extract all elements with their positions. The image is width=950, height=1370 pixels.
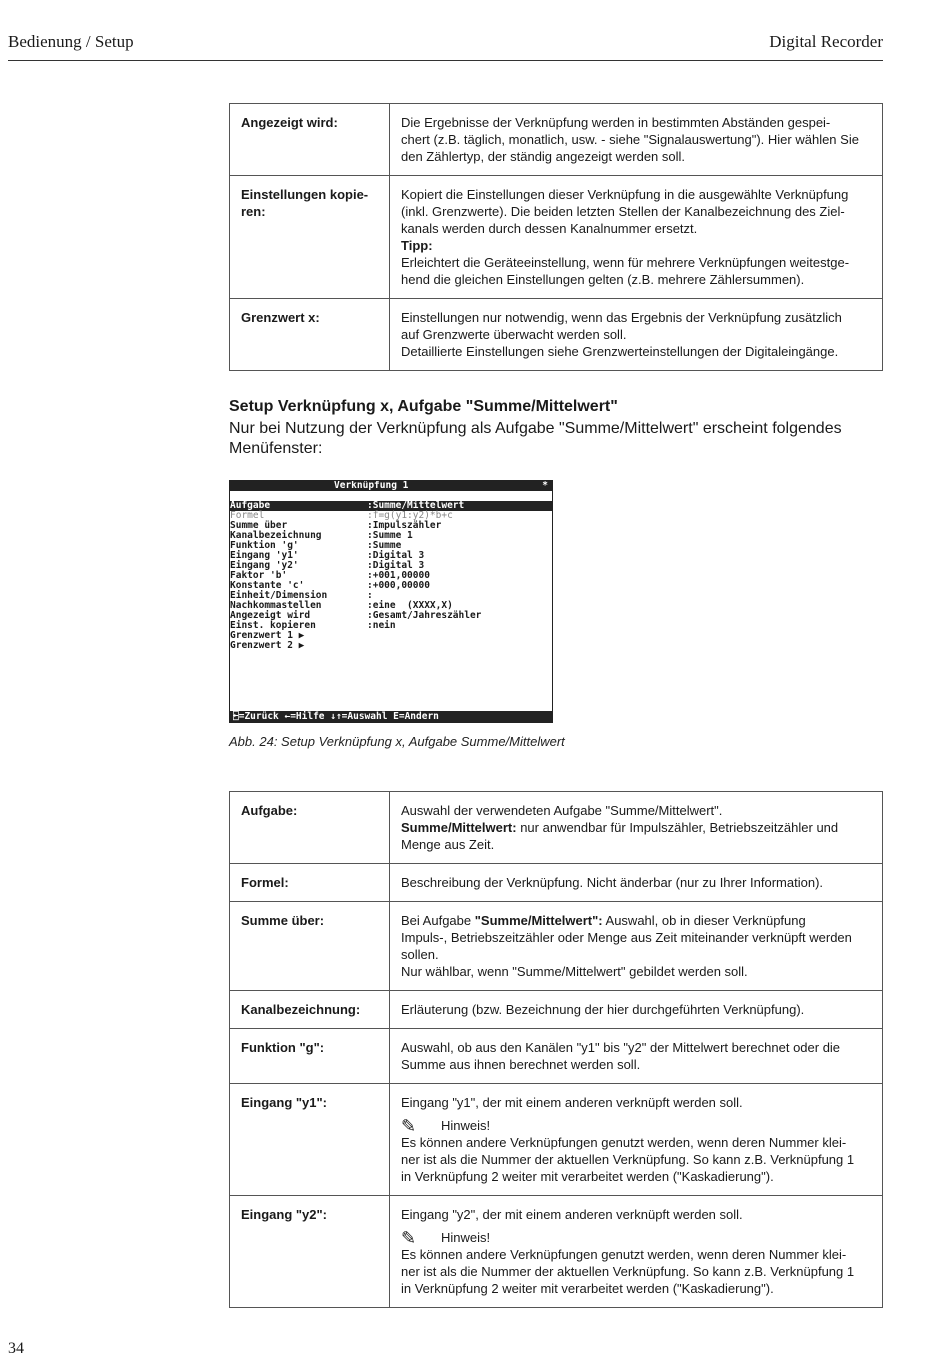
text-bold: "Summe/Mittelwert": <box>474 913 603 928</box>
text-line: Kopiert die Einstellungen dieser Verknüpfung in die ausgewählte Verknüpfung <box>401 187 849 202</box>
figure-caption: Abb. 24: Setup Verknüpfung x, Aufgabe Summe/Mittelwert <box>229 734 565 749</box>
text-line: den Zählertyp, der ständig angezeigt werden soll. <box>401 149 686 164</box>
text-line: Erleichtert die Geräteeinstellung, wenn für mehrere Verknüpfungen weitestge- <box>401 255 850 270</box>
text-line: Einstellungen nur notwendig, wenn das Ergebnis der Verknüpfung zusätzlich <box>401 310 842 325</box>
star-icon: * <box>542 480 548 491</box>
row-key: Kanalbezeichnung: <box>230 991 390 1029</box>
menu-item-value: :Summe 1 <box>367 530 413 541</box>
row-key: Eingang "y1": <box>230 1084 390 1196</box>
screen-footer: ⍇=Zurück ←=Hilfe ↓↑=Auswahl E=Ändern <box>230 711 553 722</box>
text-line: Eingang "y1", der mit einem anderen verknüpft werden soll. <box>401 1095 743 1110</box>
text-line: Die Ergebnisse der Verknüpfung werden in bestimmten Abständen gespei- <box>401 115 831 130</box>
settings-table-1 <box>229 103 883 371</box>
tip-label: Tipp: <box>401 238 433 253</box>
row-key: Funktion "g": <box>230 1029 390 1084</box>
text-line: Eingang "y2", der mit einem anderen verknüpft werden soll. <box>401 1207 743 1222</box>
screen-menu-item[interactable] <box>230 641 552 651</box>
table-row <box>230 1196 883 1308</box>
text-line: Auswahl, ob aus den Kanälen "y1" bis "y2" der Mittelwert berechnet oder die <box>401 1040 841 1055</box>
menu-item-label: Grenzwert 1 ▶ <box>230 630 305 641</box>
row-value <box>390 792 883 864</box>
menu-item-value: :Digital 3 <box>367 550 425 561</box>
row-value <box>390 1196 883 1308</box>
screen-title-bar <box>230 481 552 491</box>
row-value <box>390 864 883 902</box>
text-line: Impuls-, Betriebszeitzähler oder Menge aus Zeit miteinander verknüpft werden <box>401 930 852 945</box>
text-line: Es können andere Verknüpfungen genutzt werden, wenn deren Nummer klei- <box>401 1135 847 1150</box>
row-value <box>390 991 883 1029</box>
text-line: ner ist als die Nummer der aktuellen Verknüpfung. So kann z.B. Verknüpfung 1 <box>401 1152 855 1167</box>
row-key: Angezeigt wird: <box>230 104 390 176</box>
text-line: Auswahl der verwendeten Aufgabe "Summe/Mittelwert". <box>401 803 723 818</box>
menu-item-value: :Summe/Mittelwert <box>367 500 465 511</box>
row-key: Eingang "y2": <box>230 1196 390 1308</box>
text-line: Erläuterung (bzw. Bezeichnung der hier durchgeführten Verknüpfung). <box>401 1002 805 1017</box>
menu-item-label: Kanalbezeichnung <box>230 530 322 541</box>
settings-table-2 <box>229 791 883 1308</box>
table-row <box>230 1084 883 1196</box>
text-line: sollen. <box>401 947 439 962</box>
menu-item-label: Konstante 'c' <box>230 580 305 591</box>
text-line: hend die gleichen Einstellungen gelten (z.B. mehrere Zählersummen). <box>401 272 805 287</box>
row-key: Summe über: <box>230 902 390 991</box>
section-title: Setup Verknüpfung x, Aufgabe "Summe/Mittelwert" <box>229 398 618 415</box>
menu-item-value: :Digital 3 <box>367 560 425 571</box>
hint-box <box>401 1229 871 1246</box>
menu-item-label: Aufgabe <box>230 500 271 511</box>
row-key: Grenzwert x: <box>230 299 390 371</box>
menu-item-label: Grenzwert 2 ▶ <box>230 640 305 651</box>
pencil-note-icon: ✎ <box>401 1115 417 1136</box>
hint-label: Hinweis! <box>441 1230 491 1245</box>
menu-item-value: :Impulszähler <box>367 520 442 531</box>
running-header-right: Digital Recorder <box>769 32 883 51</box>
menu-item-label: Faktor 'b' <box>230 570 288 581</box>
table-row <box>230 864 883 902</box>
menu-item-label: Einst. kopieren <box>230 620 316 631</box>
row-key: Aufgabe: <box>230 792 390 864</box>
table-row <box>230 299 883 371</box>
text-line: ner ist als die Nummer der aktuellen Verknüpfung. So kann z.B. Verknüpfung 1 <box>401 1264 855 1279</box>
text-line: Menge aus Zeit. <box>401 837 495 852</box>
menu-item-label: Angezeigt wird <box>230 610 311 621</box>
device-menu-screen <box>229 480 553 723</box>
running-header-left: Bedienung / Setup <box>8 32 134 51</box>
header-rule <box>8 60 883 61</box>
section-intro: Nur bei Nutzung der Verknüpfung als Aufgabe "Summe/Mittelwert" erscheint folgendes Menüfenster: <box>229 420 842 457</box>
text-line: Beschreibung der Verknüpfung. Nicht änderbar (nur zu Ihrer Information). <box>401 875 824 890</box>
hint-box <box>401 1117 871 1134</box>
text-line: Auswahl, ob in dieser Verknüpfung <box>602 913 806 928</box>
table-row <box>230 792 883 864</box>
menu-item-value: :eine (XXXX,X) <box>367 600 453 611</box>
row-value <box>390 1029 883 1084</box>
menu-item-value: : <box>367 590 373 601</box>
menu-item-label: Formel <box>230 510 265 521</box>
row-key: Formel: <box>230 864 390 902</box>
table-row <box>230 104 883 176</box>
text-line: nur anwendbar für Impulszähler, Betriebszeitzähler und <box>516 820 839 835</box>
text-line: Bei Aufgabe <box>401 913 475 928</box>
menu-item-value: :Gesamt/Jahreszähler <box>367 610 482 621</box>
text-line: (inkl. Grenzwerte). Die beiden letzten Stellen der Kanalbezeichnung des Ziel- <box>401 204 845 219</box>
row-key: Einstellungen kopie-ren: <box>230 176 390 299</box>
text-bold: Summe/Mittelwert: <box>401 820 517 835</box>
row-value <box>390 902 883 991</box>
text-line: in Verknüpfung 2 weiter mit verarbeitet werden ("Kaskadierung"). <box>401 1281 774 1296</box>
menu-item-value: :f=g(y1:y2)*b+c <box>367 510 453 521</box>
menu-item-label: Einheit/Dimension <box>230 590 328 601</box>
menu-item-value: :+001,00000 <box>367 570 430 581</box>
table-row <box>230 902 883 991</box>
text-line: kanals werden durch dessen Kanalnummer ersetzt. <box>401 221 698 236</box>
screen-title: Verknüpfung 1 <box>334 480 409 491</box>
text-line: Summe aus ihnen berechnet werden soll. <box>401 1057 641 1072</box>
text-line: in Verknüpfung 2 weiter mit verarbeitet werden ("Kaskadierung"). <box>401 1169 774 1184</box>
page-number: 34 <box>8 1340 24 1357</box>
menu-item-value: :Summe <box>367 540 402 551</box>
text-line: chert (z.B. täglich, monatlich, usw. - siehe "Signalauswertung"). Hier wählen Sie <box>401 132 859 147</box>
text-line: auf Grenzwerte überwacht werden soll. <box>401 327 627 342</box>
table-row <box>230 1029 883 1084</box>
text-line: Es können andere Verknüpfungen genutzt werden, wenn deren Nummer klei- <box>401 1247 847 1262</box>
menu-item-label: Eingang 'y2' <box>230 560 299 571</box>
hint-label: Hinweis! <box>441 1118 491 1133</box>
row-value <box>390 176 883 299</box>
menu-item-label: Eingang 'y1' <box>230 550 299 561</box>
table-row <box>230 991 883 1029</box>
menu-item-label: Funktion 'g' <box>230 540 299 551</box>
pencil-note-icon: ✎ <box>401 1227 417 1248</box>
text-line: Detaillierte Einstellungen siehe Grenzwerteinstellungen der Digitaleingänge. <box>401 344 839 359</box>
screen-menu-list <box>230 491 552 651</box>
row-value <box>390 104 883 176</box>
menu-item-value: :nein <box>367 620 396 631</box>
menu-item-label: Summe über <box>230 520 288 531</box>
menu-item-value: :+000,00000 <box>367 580 430 591</box>
text-line: Nur wählbar, wenn "Summe/Mittelwert" gebildet werden soll. <box>401 964 748 979</box>
row-value <box>390 299 883 371</box>
menu-item-label: Nachkommastellen <box>230 600 322 611</box>
table-row <box>230 176 883 299</box>
row-value <box>390 1084 883 1196</box>
